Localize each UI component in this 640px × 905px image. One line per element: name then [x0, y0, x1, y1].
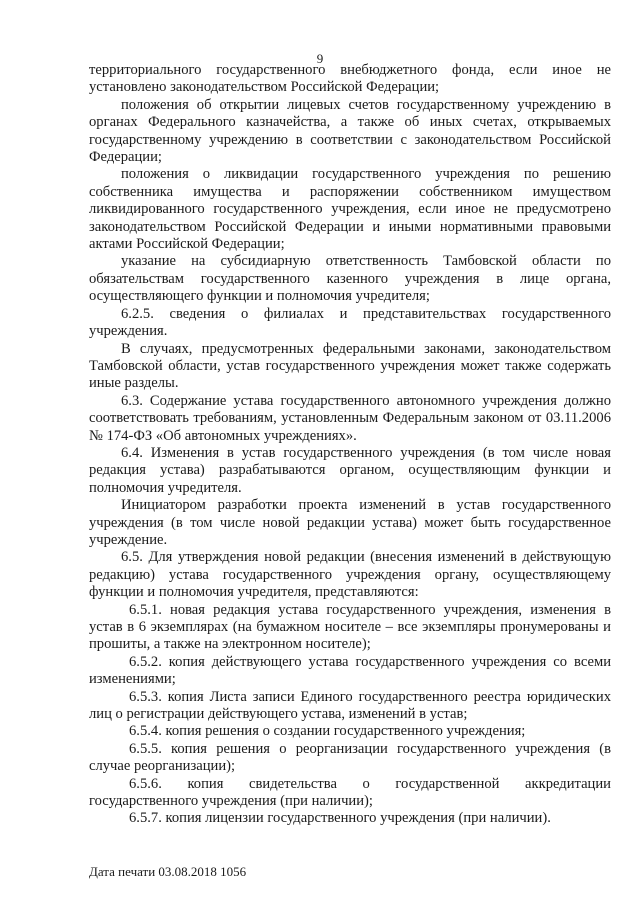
paragraph: 6.5.2. копия действующего устава государственного учреждения со всеми изменениями;: [89, 653, 611, 688]
paragraph: 6.5.7. копия лицензии государственного учреждения (при наличии).: [129, 810, 551, 827]
paragraph: территориального государственного внебюджетного фонда, если иное не установлено законодательством Российской Федерации;: [89, 62, 611, 96]
paragraph: 6.5. Для утверждения новой редакции (внесения изменений в действующую редакцию) устава государственного учреждения органу, осуществляющему функции и полномочия учредителя, представляются:: [89, 549, 611, 601]
page-number: 9: [316, 51, 324, 66]
paragraph: В случаях, предусмотренных федеральными законами, законодательством Тамбовской области, устав государственного учреждения может также содержать иные разделы.: [89, 340, 611, 392]
paragraph: 6.4. Изменения в устав государственного учреждения (в том числе новая редакция устава) разрабатываются органом, осуществляющим функции и полномочия учредителя.: [89, 444, 611, 496]
document-body: [89, 62, 611, 828]
paragraph: положения о ликвидации государственного учреждения по решению собственника имущества и распоряжении собственником имуществом ликвидированного государственного учреждения, если иное не предусмотрено законодательством Российской Федерации и иными нормативными правовыми актами Российской Федерации;: [89, 166, 611, 253]
paragraph: 6.3. Содержание устава государственного автономного учреждения должно соответствовать требованиям, установленным Федеральным законом от 03.11.2006 № 174-ФЗ «Об автономных учреждениях».: [89, 392, 611, 444]
paragraph: 6.5.1. новая редакция устава государственного учреждения, изменения в устав в 6 экземплярах (на бумажном носителе – все экземпляры пронумерованы и прошиты, а также на электронном носителе);: [89, 601, 611, 653]
paragraph: 6.5.5. копия решения о реорганизации государственного учреждения (в случае реорганизации);: [89, 740, 611, 775]
print-date-footer: Дата печати 03.08.2018 1056: [89, 864, 247, 879]
paragraph: Инициатором разработки проекта изменений в устав государственного учреждения (в том числе новой редакции устава) может быть государственное учреждение.: [89, 497, 611, 548]
paragraph: положения об открытии лицевых счетов государственному учреждению в органах Федерального казначейства, а также об иных счетах, открываемых государственному учреждению в соответствии с законодательством Российской Федерации;: [89, 96, 611, 166]
paragraph: 6.2.5. сведения о филиалах и представительствах государственного учреждения.: [89, 305, 611, 340]
paragraph: 6.5.4. копия решения о создании государственного учреждения;: [129, 723, 526, 740]
paragraph: 6.5.6. копия свидетельства о государственной аккредитации государственного учреждения (при наличии);: [89, 775, 611, 810]
paragraph: 6.5.3. копия Листа записи Единого государственного реестра юридических лиц о регистрации действующего устава, изменений в устав;: [89, 688, 611, 723]
paragraph: указание на субсидиарную ответственность Тамбовской области по обязательствам государственного казенного учреждения в лице органа, осуществляющего функции и полномочия учредителя;: [89, 253, 611, 305]
